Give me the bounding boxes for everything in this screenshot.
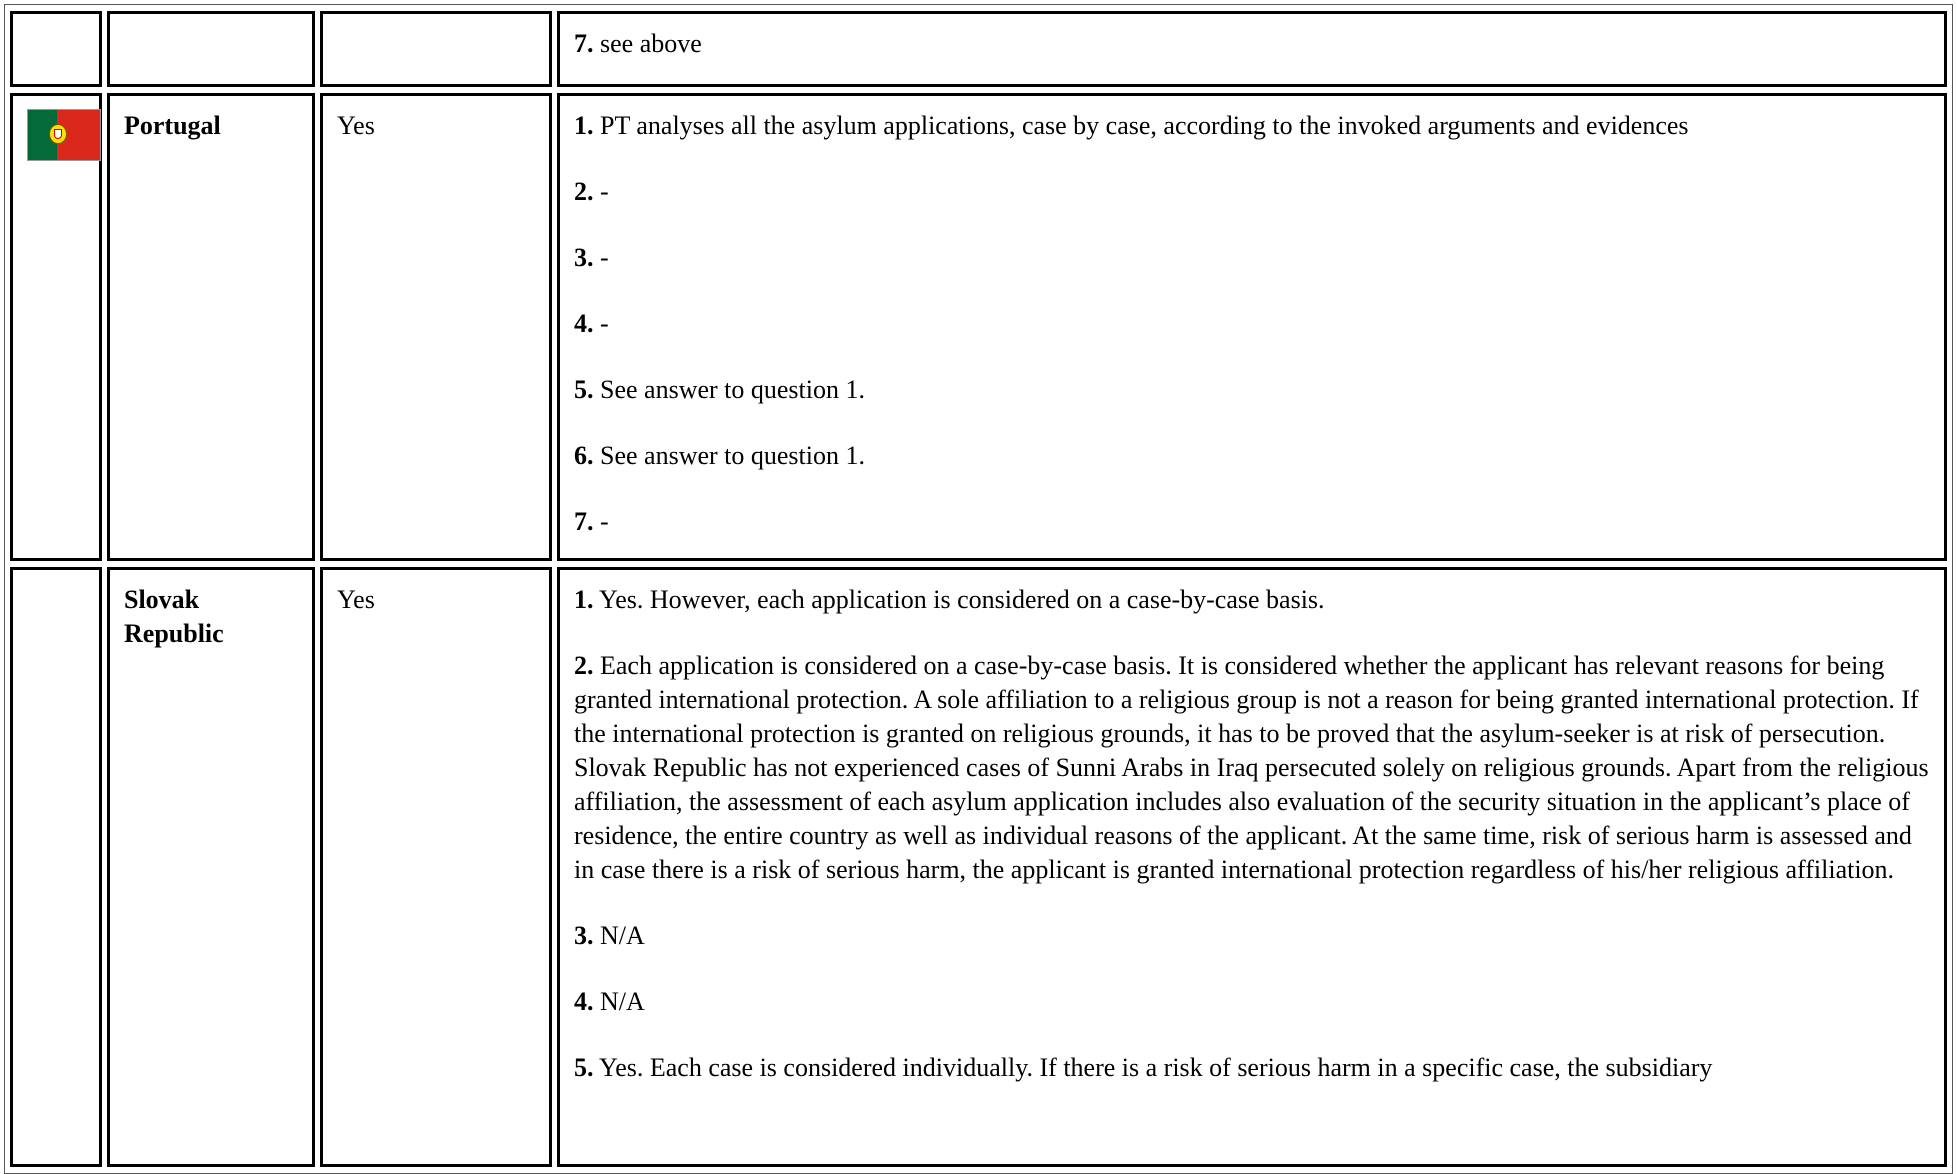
answer-item bbox=[574, 175, 1930, 209]
answers-cell bbox=[557, 93, 1947, 561]
answer-number: 1. bbox=[574, 111, 594, 140]
answer-number: 4. bbox=[574, 309, 594, 338]
responses-table bbox=[4, 4, 1953, 1174]
answer-item bbox=[574, 583, 1930, 617]
answer-text: see above bbox=[593, 29, 702, 58]
table-row bbox=[10, 11, 1947, 87]
answers-cell bbox=[557, 11, 1947, 87]
country-cell: Portugal bbox=[107, 93, 315, 561]
answer-item bbox=[574, 985, 1930, 1019]
response-cell: Yes bbox=[320, 567, 552, 1167]
country-cell bbox=[107, 11, 315, 87]
answer-text: - bbox=[593, 243, 609, 272]
table-row bbox=[10, 567, 1947, 1167]
answer-item bbox=[574, 505, 1930, 539]
answer-text: N/A bbox=[593, 987, 645, 1016]
answer-number: 3. bbox=[574, 921, 594, 950]
flag-cell bbox=[10, 93, 102, 561]
answer-text: - bbox=[593, 309, 609, 338]
answer-number: 1. bbox=[574, 585, 594, 614]
answer-text: - bbox=[593, 177, 609, 206]
answer-item bbox=[574, 109, 1930, 143]
response-cell: Yes bbox=[320, 93, 552, 561]
answer-number: 2. bbox=[574, 177, 594, 206]
answer-text: See answer to question 1. bbox=[593, 375, 866, 404]
answer-item bbox=[574, 1051, 1930, 1085]
answer-item bbox=[574, 373, 1930, 407]
flag-cell bbox=[10, 567, 102, 1167]
flag-cell bbox=[10, 11, 102, 87]
answer-number: 7. bbox=[574, 507, 594, 536]
answer-text: N/A bbox=[593, 921, 645, 950]
portugal-flag-icon bbox=[27, 109, 101, 161]
answer-number: 7. bbox=[574, 29, 594, 58]
answer-item bbox=[574, 649, 1930, 887]
answer-text: PT analyses all the asylum applications, case by case, according to the invoked arguments and evidences bbox=[593, 111, 1689, 140]
answer-item bbox=[574, 27, 1930, 61]
answer-item bbox=[574, 241, 1930, 275]
answer-number: 4. bbox=[574, 987, 594, 1016]
answer-number: 3. bbox=[574, 243, 594, 272]
answer-number: 5. bbox=[574, 1053, 594, 1082]
answer-item bbox=[574, 307, 1930, 341]
answer-text: - bbox=[593, 507, 609, 536]
answer-text: Yes. However, each application is considered on a case-by-case basis. bbox=[593, 585, 1325, 614]
response-cell bbox=[320, 11, 552, 87]
table-row bbox=[10, 93, 1947, 561]
country-cell: Slovak Republic bbox=[107, 567, 315, 1167]
answer-text: Yes. Each case is considered individually. If there is a risk of serious harm in a specific case, the subsidiary bbox=[593, 1053, 1713, 1082]
answer-text: See answer to question 1. bbox=[593, 441, 866, 470]
answer-number: 2. bbox=[574, 651, 594, 680]
answer-number: 5. bbox=[574, 375, 594, 404]
answer-number: 6. bbox=[574, 441, 594, 470]
answer-text: Each application is considered on a case-by-case basis. It is considered whether the applicant has relevant reasons for being granted international protection. A sole affiliation to a religious group is not a reason for being granted international protection. If the international protection is granted on religious grounds, it has to be proved that the asylum-seeker is at risk of persecution. Slovak Republic has not experienced cases of Sunni Arabs in Iraq persecuted solely on religious grounds. Apart from the religious affiliation, the assessment of each asylum application includes also evaluation of the security situation in the applicant’s place of residence, the entire country as well as individual reasons of the applicant. At the same time, risk of serious harm is assessed and in case there is a risk of serious harm, the applicant is granted international protection regardless of his/her religious affiliation. bbox=[574, 651, 1929, 884]
answers-cell bbox=[557, 567, 1947, 1167]
answer-item bbox=[574, 919, 1930, 953]
answer-item bbox=[574, 439, 1930, 473]
